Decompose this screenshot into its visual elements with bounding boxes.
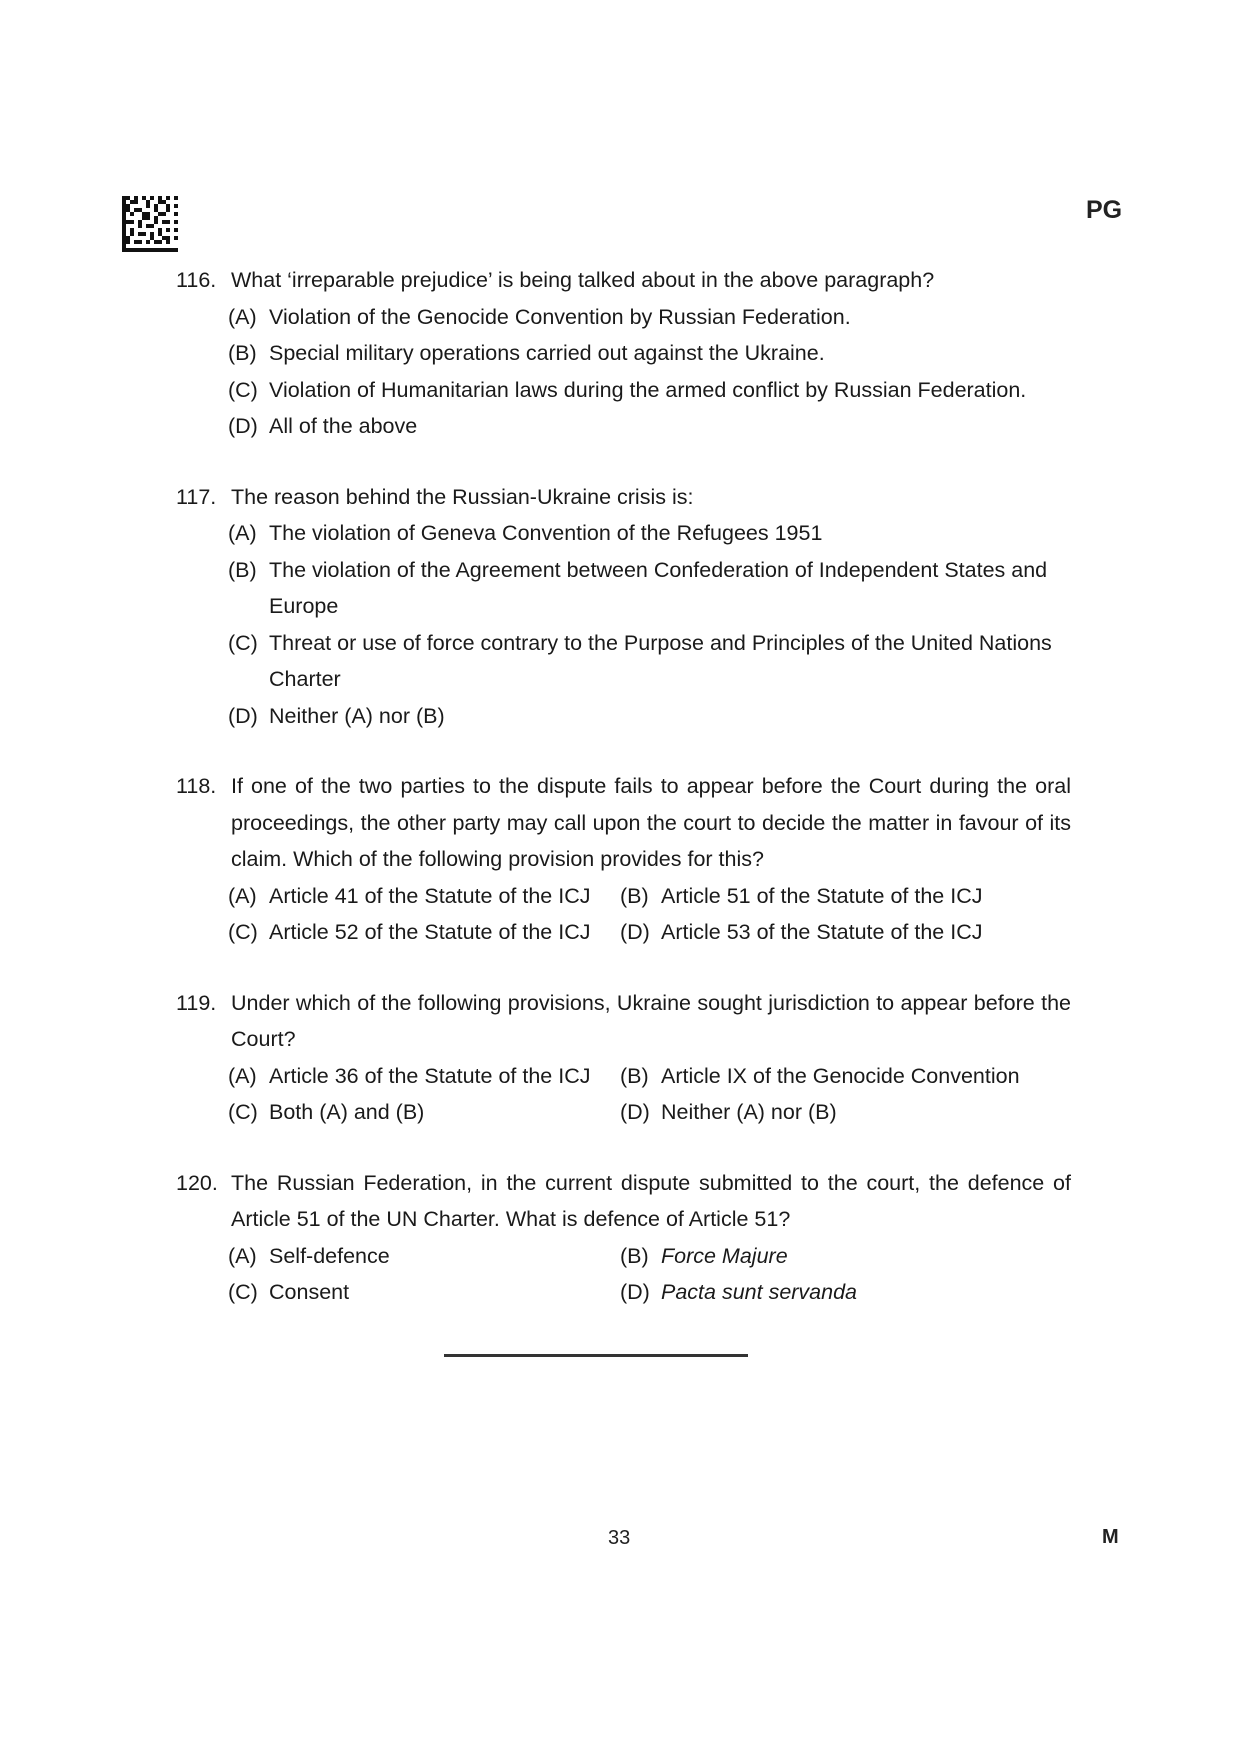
option-label: (A)	[228, 304, 257, 329]
option-label: (B)	[620, 1243, 649, 1268]
question-number: 116.	[176, 268, 217, 292]
option-row	[0, 1238, 1241, 1275]
question-number: 117.	[176, 484, 217, 509]
option-row	[0, 1274, 1241, 1311]
option-label: (B)	[620, 1063, 649, 1088]
option-text: The violation of Geneva Convention of the Refugees 1951	[269, 521, 823, 545]
option-c	[228, 625, 1117, 698]
option-text: Special military operations carried out against the Ukraine.	[269, 341, 825, 365]
question-117	[0, 479, 1241, 735]
option-label: (A)	[228, 1063, 257, 1088]
option-a	[228, 515, 1069, 552]
option-label: (C)	[228, 920, 258, 944]
option-label: (C)	[228, 1280, 258, 1304]
option-d	[620, 1094, 837, 1131]
option-text: Pacta sunt servanda	[661, 1280, 858, 1304]
option-text: Neither (A) nor (B)	[661, 1100, 837, 1124]
option-label: (D)	[620, 920, 650, 944]
question-120	[0, 1165, 1241, 1311]
option-label: (D)	[228, 414, 258, 438]
option-text: Both (A) and (B)	[269, 1100, 425, 1124]
option-row	[0, 1058, 1241, 1095]
paper-code: PG	[1086, 196, 1123, 224]
option-c	[228, 1274, 349, 1311]
question-number: 120.	[176, 1170, 218, 1195]
option-c	[228, 372, 1069, 409]
option-label: (C)	[228, 630, 258, 655]
option-text: Article 36 of the Statute of the ICJ	[269, 1063, 591, 1088]
page-number: 33	[608, 1527, 631, 1549]
option-label: (A)	[228, 883, 257, 908]
option-text: Violation of the Genocide Convention by Russian Federation.	[269, 304, 851, 329]
option-label: (B)	[620, 883, 649, 908]
question-number: 118.	[176, 774, 217, 798]
datamatrix-barcode-icon	[122, 196, 178, 252]
option-text: Article 52 of the Statute of the ICJ	[269, 920, 591, 944]
question-118	[0, 768, 1241, 951]
option-text: Force Majure	[661, 1243, 788, 1268]
series-code: M	[1102, 1526, 1119, 1548]
option-row	[0, 914, 1241, 951]
option-label: (B)	[228, 557, 257, 582]
option-label: (D)	[620, 1100, 650, 1124]
question-text: If one of the two parties to the dispute fails to appear before the Court during the oral proceedings, the other party may call upon the court to decide the matter in favour of its claim. Which of the following provision provides for this?	[231, 774, 1071, 871]
option-label: (A)	[228, 1243, 257, 1268]
question-text: What ‘irreparable prejudice’ is being talked about in the above paragraph?	[231, 268, 935, 292]
option-b	[620, 1238, 788, 1275]
option-a	[228, 1058, 590, 1095]
option-text: Article 41 of the Statute of the ICJ	[269, 883, 591, 908]
option-text: Neither (A) nor (B)	[269, 703, 445, 728]
option-label: (D)	[620, 1280, 650, 1304]
question-text: The Russian Federation, in the current dispute submitted to the court, the defence of Article 51 of the UN Charter. What is defence of Article 51?	[231, 1170, 1071, 1231]
question-list	[0, 262, 1241, 1345]
option-a	[228, 1238, 390, 1275]
option-text: Article 51 of the Statute of the ICJ	[661, 883, 983, 908]
option-text: Article 53 of the Statute of the ICJ	[661, 920, 983, 944]
option-text: The violation of the Agreement between Confederation of Independent States and Europe	[269, 557, 1048, 618]
option-row	[0, 1094, 1241, 1131]
option-d	[228, 408, 1069, 445]
option-d	[620, 1274, 857, 1311]
option-b	[228, 335, 1069, 372]
question-119	[0, 985, 1241, 1131]
option-d	[620, 914, 982, 951]
question-number: 119.	[176, 990, 217, 1015]
option-b	[620, 1058, 1020, 1095]
option-c	[228, 1094, 424, 1131]
option-row	[0, 878, 1241, 915]
option-label: (B)	[228, 341, 257, 365]
end-divider	[444, 1354, 748, 1357]
option-text: Self-defence	[269, 1243, 390, 1268]
option-b	[228, 552, 1117, 625]
option-text: All of the above	[269, 414, 418, 438]
option-b	[620, 878, 982, 915]
option-a	[228, 299, 1069, 336]
option-text: Threat or use of force contrary to the Purpose and Principles of the United Nations Charter	[269, 630, 1052, 691]
option-a	[228, 878, 590, 915]
option-label: (D)	[228, 703, 258, 728]
option-label: (C)	[228, 1100, 258, 1124]
question-text: Under which of the following provisions, Ukraine sought jurisdiction to appear before the Court?	[231, 990, 1071, 1051]
option-d	[228, 698, 1069, 735]
option-text: Article IX of the Genocide Convention	[661, 1063, 1020, 1088]
option-label: (C)	[228, 377, 258, 402]
option-c	[228, 914, 590, 951]
question-text: The reason behind the Russian-Ukraine crisis is:	[231, 484, 694, 509]
question-116	[0, 262, 1241, 445]
option-text: Consent	[269, 1280, 350, 1304]
option-label: (A)	[228, 521, 257, 545]
option-text: Violation of Humanitarian laws during the armed conflict by Russian Federation.	[269, 377, 1027, 402]
